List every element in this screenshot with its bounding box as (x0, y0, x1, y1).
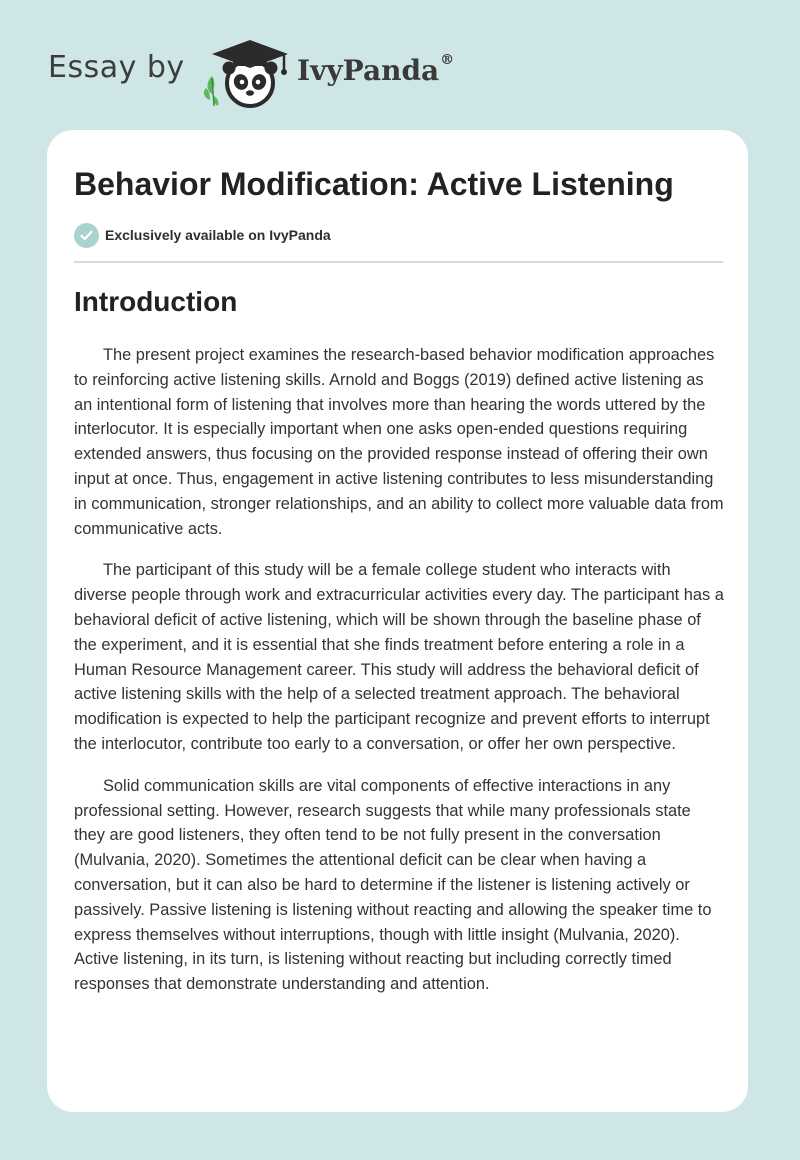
panda-graduation-cap-logo-icon[interactable] (200, 36, 294, 110)
essay-by-label: Essay by (48, 50, 185, 85)
essay-body (74, 343, 726, 1014)
paragraph-3: Solid communication skills are vital components of effective interactions in any professional setting. However, research suggests that while many professionals state they are good listeners, they often tend to be not fully present in the conversation (Mulvania, 2020). Sometimes the attentional deficit can be clear when having a conversation, but it can also be hard to determine if the listener is listening actively or passively. Passive listening is listening without reacting and allowing the speaker time to express themselves without interruptions, though with little insight (Mulvania, 2020). Active listening, in its turn, is listening without reacting but including correctly timed responses that demonstrate understanding and attention. (74, 776, 712, 994)
paragraph-1: The present project examines the research-based behavior modification approaches to reinforcing active listening skills. Arnold and Boggs (2019) defined active listening as an intentional form of listening that involves more than hearing the words uttered by the interlocutor. It is especially important when one asks open-ended questions requiring extended answers, thus focusing on the provided response instead of offering their own input at once. Thus, engagement in active listening contributes to less misunderstanding in communication, stronger relationships, and an ability to collect more valuable data from communicative acts. (74, 346, 724, 538)
exclusive-badge-label: Exclusively available on IvyPanda (105, 227, 331, 243)
site-header (0, 0, 800, 120)
page-title: Behavior Modification: Active Listening (74, 166, 674, 202)
brand-name-text: IvyPanda (297, 54, 440, 87)
section-heading-introduction: Introduction (74, 286, 238, 317)
exclusive-badge (74, 222, 331, 248)
check-circle-icon (74, 223, 99, 248)
paragraph-2: The participant of this study will be a female college student who interacts with diverse people through work and extracurricular activities every day. The participant has a behavioral deficit of active listening, which will be shown through the baseline phase of the experiment, and it is essential that she finds treatment before entering a role in a Human Resource Management career. This study will address the behavioral deficit of active listening skills with the help of a selected treatment approach. The behavioral modification is expected to help the participant recognize and prevent efforts to interrupt the interlocutor, contribute too early to a conversation, or offer her own perspective. (74, 561, 724, 753)
brand-name[interactable] (297, 51, 455, 87)
title-divider (74, 261, 723, 263)
registered-mark: ® (440, 51, 455, 68)
